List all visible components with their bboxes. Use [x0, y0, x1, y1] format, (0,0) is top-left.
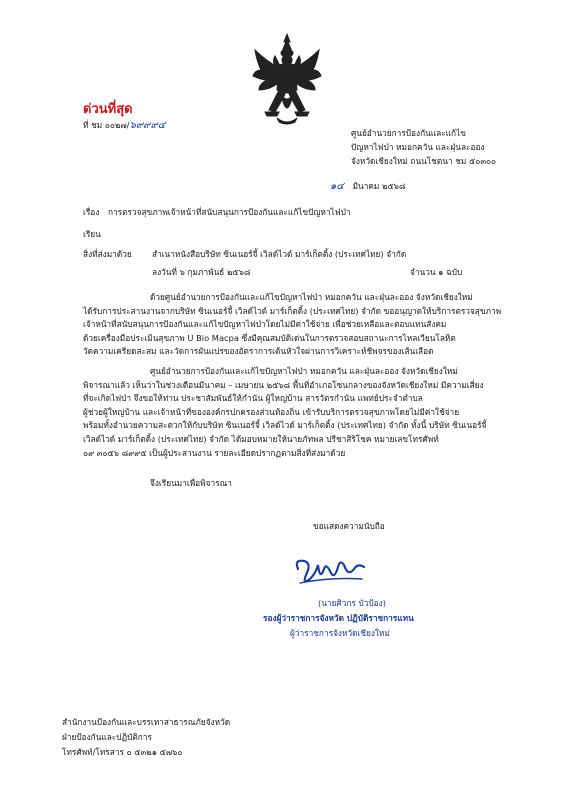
urgent-stamp: ด่วนที่สุด	[83, 102, 133, 117]
paragraph-line: ผู้ช่วยผู้ใหญ่บ้าน และเจ้าหน้าที่ขององค์กรปกครองส่วนท้องถิ่น เข้ารับบริการตรวจสุขภาพโดยไม่มีค่าใช้จ่าย	[83, 406, 460, 417]
garuda-emblem-icon	[251, 32, 323, 126]
paragraph-line: วัดความเครียดสะสม และวัดการผันแปรของอัตราการเต้นหัวใจผ่านการวิเคราะห์ชีพจรของเส้นเลือด	[83, 346, 434, 357]
paragraph-line: เจ้าหน้าที่สนับสนุนการป้องกันและแก้ไขปัญหาไฟป่าโดยไม่มีค่าใช้จ่าย เพื่อช่วยเหลือและตอบแทนสังคม	[83, 319, 447, 330]
body-paragraph-2	[83, 365, 503, 460]
paragraph-line: พร้อมทั้งอำนวยความสะดวกให้กับบริษัท ซินเนอร์จี้ เวิลด์ไวด์ มาร์เก็ตติ้ง (ประเทศไทย) จำกัด ทั้งนี้ บริษัท ซินเนอร์จี้	[83, 420, 487, 431]
agency-address	[351, 126, 496, 168]
regards: ขอแสดงความนับถือ	[313, 521, 385, 531]
paragraph-line: ๐๙ ๓๐๕๖ ๘๙๙๕ เป็นผู้ประสานงาน รายละเอียดปรากฏตามสิ่งที่ส่งมาด้วย	[83, 447, 346, 458]
subject	[83, 206, 351, 218]
attachment-line-2: ลงวันที่ ๖ กุมภาพันธ์ ๒๕๖๘	[152, 267, 251, 277]
paragraph-line: พิจารณาแล้ว เห็นว่าในช่วงเดือนมีนาคม – เมษายน ๒๕๖๘ พื้นที่อำเภอโซนกลางของจังหวัดเชียงใหม่ มีความเสี่ยง	[83, 379, 484, 390]
date-month-year: มีนาคม ๒๕๖๘	[352, 181, 406, 191]
subject-label: เรื่อง	[83, 207, 100, 217]
body-paragraph-1	[83, 291, 503, 359]
agency-address-line: จังหวัดเชียงใหม่ ถนนโชตนา ชม ๕๐๓๐๐	[351, 156, 497, 166]
handwritten-signature	[290, 555, 370, 591]
paragraph-line: ที่จะเกิดไฟป่า จึงขอให้ท่าน ประชาสัมพันธ์ให้กำนัน ผู้ใหญ่บ้าน สารวัตรกำนัน แพทย์ประจำตำบล	[83, 393, 423, 404]
agency-address-line: ศูนย์อำนวยการป้องกันและแก้ไข	[351, 128, 466, 138]
paragraph-line: ศูนย์อำนวยการป้องกันและแก้ไขปัญหาไฟป่า หมอกควัน และฝุ่นละออง จังหวัดเชียงใหม่	[150, 366, 458, 376]
closing-request: จึงเรียนมาเพื่อพิจารณา	[150, 478, 232, 488]
signatory-title-1: รองผู้ว่าราชการจังหวัด ปฏิบัติราชการแทน	[263, 613, 414, 623]
paragraph-line: ได้รับการประสานงานจากบริษัท ซินเนอร์จี้ เวิลด์ไวด์ มาร์เก็ตติ้ง (ประเทศไทย) จำกัด ขออนุญาตให้บริการตรวจสุขภาพ	[83, 305, 502, 316]
paragraph-line: เวิลด์ไวด์ มาร์เก็ตติ้ง (ประเทศไทย) จำกัด ได้มอบหมายให้นายภัทพล ปรีชาสิริโชค หมายเลขโทรศัพท์	[83, 433, 439, 444]
subject-text: การตรวจสุขภาพเจ้าหน้าที่สนับสนุนการป้องกันและแก้ไขปัญหาไฟป่า	[107, 207, 351, 217]
agency-address-line: ปัญหาไฟป่า หมอกควัน และฝุ่นละออง	[351, 142, 485, 152]
footer-line: สำนักงานป้องกันและบรรเทาสาธารณภัยจังหวัด	[62, 717, 231, 727]
paragraph-line: ด้วยศูนย์อำนวยการป้องกันและแก้ไขปัญหาไฟป่า หมอกควัน และฝุ่นละออง จังหวัดเชียงใหม่	[150, 292, 473, 302]
paragraph-line: ด้วยเครื่องมือประเมินสุขภาพ U Bio Macpa ซึ่งมีคุณสมบัติเด่นในการตรวจสอบสถานะการไหลเวียนโลหิต	[83, 332, 456, 343]
document-number-handwritten: ๖๙๙๙๔	[129, 120, 166, 131]
footer-line: โทรศัพท์/โทรสาร ๐ ๕๓๒๑ ๕๗๖๐	[62, 747, 183, 757]
document-number	[83, 119, 165, 132]
footer-line: ฝ่ายป้องกันและปฏิบัติการ	[62, 732, 152, 742]
salutation: เรียน	[83, 229, 101, 239]
document-number-prefix: ที่ ชม ๐๐๒๗/	[83, 120, 130, 130]
attachment-quantity: จำนวน ๑ ฉบับ	[410, 267, 463, 277]
attachment-label: สิ่งที่ส่งมาด้วย	[83, 249, 132, 259]
signatory-title-2: ผู้ว่าราชการจังหวัดเชียงใหม่	[290, 628, 390, 638]
document-date	[330, 180, 405, 193]
attachment-line-1: สำเนาหนังสือบริษัท ซินเนอร์จี้ เวิลด์ไวด์ มาร์เก็ตติ้ง (ประเทศไทย) จำกัด	[152, 249, 407, 259]
date-day-handwritten: ๑๔	[330, 181, 344, 192]
footer-contact	[62, 715, 230, 760]
signatory-name: (นายศิวกร บัวป้อง)	[318, 598, 386, 608]
